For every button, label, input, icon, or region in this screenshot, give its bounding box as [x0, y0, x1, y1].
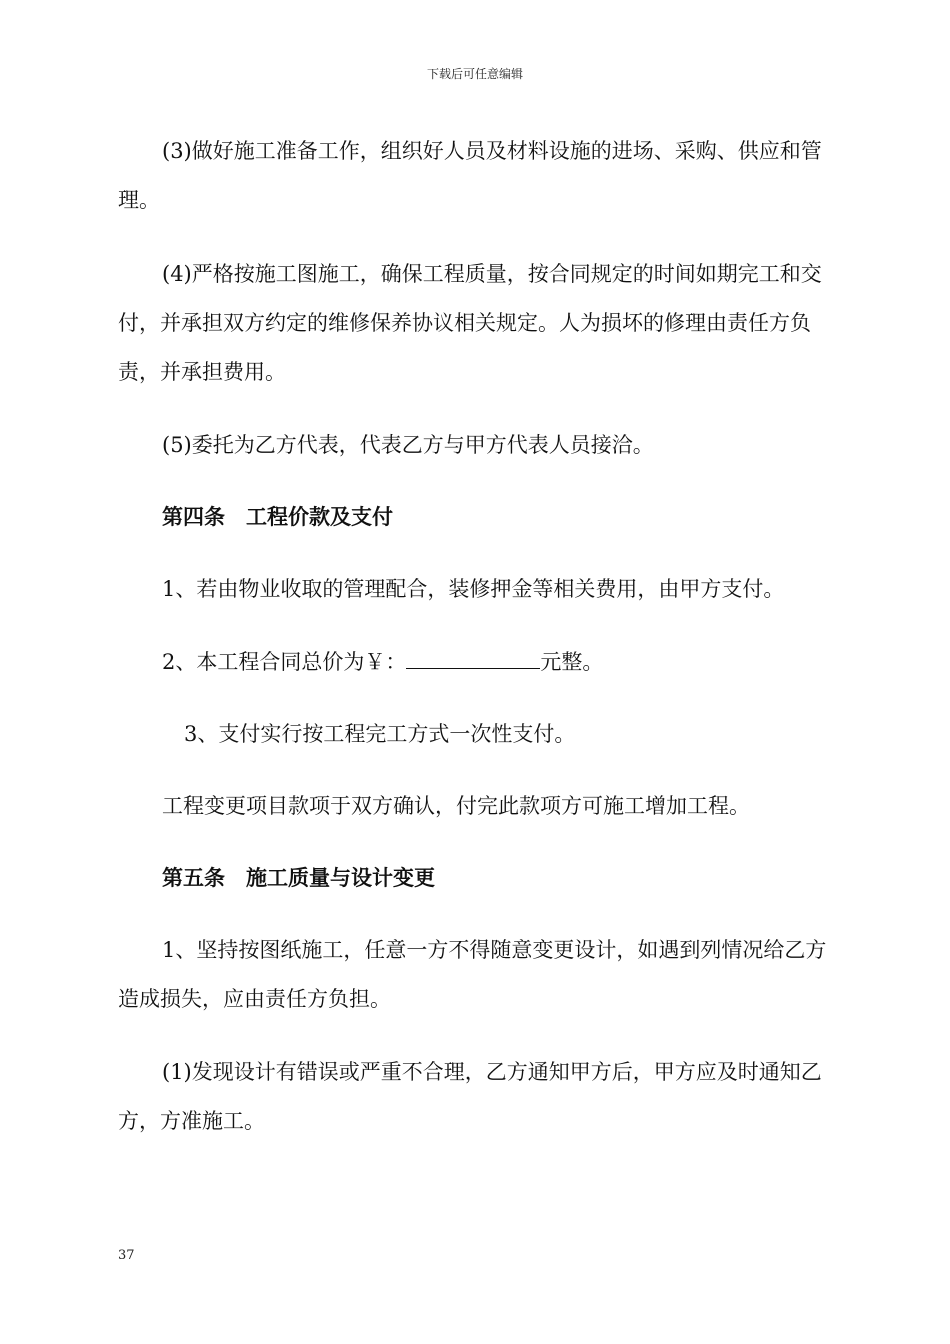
paragraph-duty-5: (5)委托为乙方代表，代表乙方与甲方代表人员接洽。 [162, 433, 654, 457]
article-4-heading: 第四条 工程价款及支付 [162, 505, 393, 529]
article-4-item-1: 1、若由物业收取的管理配合，装修押金等相关费用，由甲方支付。 [162, 577, 785, 601]
contract-price-label: 2、本工程合同总价为￥： [162, 650, 407, 674]
page-number: 37 [118, 1248, 135, 1263]
paragraph-duty-3: (3)做好施工准备工作，组织好人员及材料设施的进场、采购、供应和管理。 [118, 139, 822, 212]
contract-price-unit: 元整。 [540, 650, 604, 674]
article-5-item-1: 1、坚持按图纸施工，任意一方不得随意变更设计，如遇到列情况给乙方造成损失，应由责任方负担。 [118, 938, 827, 1011]
article-4-change-note: 工程变更项目款项于双方确认，付完此款项方可施工增加工程。 [162, 794, 750, 818]
contract-price-blank [406, 650, 540, 669]
paragraph-duty-4: (4)严格按施工图施工，确保工程质量，按合同规定的时间如期完工和交付，并承担双方约定的维修保养协议相关规定。人为损坏的修理由责任方负责，并承担费用。 [118, 262, 822, 384]
article-5-heading: 第五条 施工质量与设计变更 [162, 866, 435, 890]
article-4-item-3: 3、支付实行按工程完工方式一次性支付。 [184, 722, 576, 746]
article-4-item-2 [118, 638, 838, 687]
page-header: 下载后可任意编辑 [426, 67, 523, 81]
article-5-sub-1: (1)发现设计有错误或严重不合理，乙方通知甲方后，甲方应及时通知乙方，方准施工。 [118, 1060, 822, 1133]
